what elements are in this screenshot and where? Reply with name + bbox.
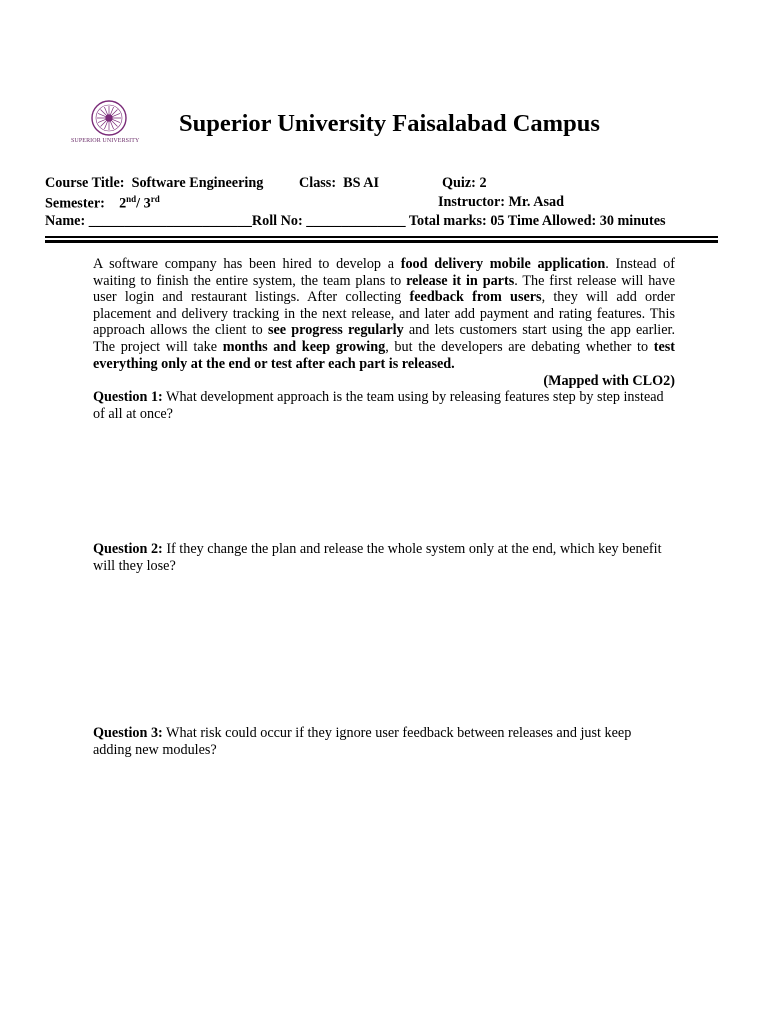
- instructor-info: Instructor: Mr. Asad: [438, 194, 564, 210]
- question-2: Question 2: If they change the plan and release the whole system only at the end, which key benefit will they lose?: [93, 541, 662, 574]
- class-info: Class: BS AI: [299, 175, 380, 191]
- divider-line: [45, 236, 718, 238]
- divider-line-thick: [45, 240, 718, 243]
- scenario-passage: A software company has been hired to develop a food delivery mobile application. Instead of waiting to finish the entire system, the team plans to release it in parts. The first release will have user login and restaurant listings. After collecting feedback from users, they will add order placement and delivery tracking in the next release, and later add payment and rating features. This approach allows the client to see progress regularly and lets customers start using the app earlier. The project will take months and keep growing, but the developers are debating whether to test everything only at the end or test after each part is released.: [93, 256, 676, 372]
- quiz-info: Quiz: 2: [442, 175, 487, 191]
- logo-caption: SUPERIOR UNIVERSITY: [71, 138, 140, 144]
- semester-info: Semester: 2nd/ 3rd: [45, 194, 160, 212]
- page-title: Superior University Faisalabad Campus: [179, 110, 600, 137]
- name-roll-marks-line: Name: _______________________Roll No: ______________ Total marks: 05 Time Allowed: 30 minutes: [45, 213, 666, 229]
- course-title: Course Title: Software Engineering: [45, 175, 264, 191]
- question-1: Question 1: What development approach is the team using by releasing features step by step instead of all at once?: [93, 389, 664, 422]
- clo-mapping: (Mapped with CLO2): [543, 373, 675, 389]
- question-3: Question 3: What risk could occur if they ignore user feedback between releases and just keep adding new modules?: [93, 725, 632, 758]
